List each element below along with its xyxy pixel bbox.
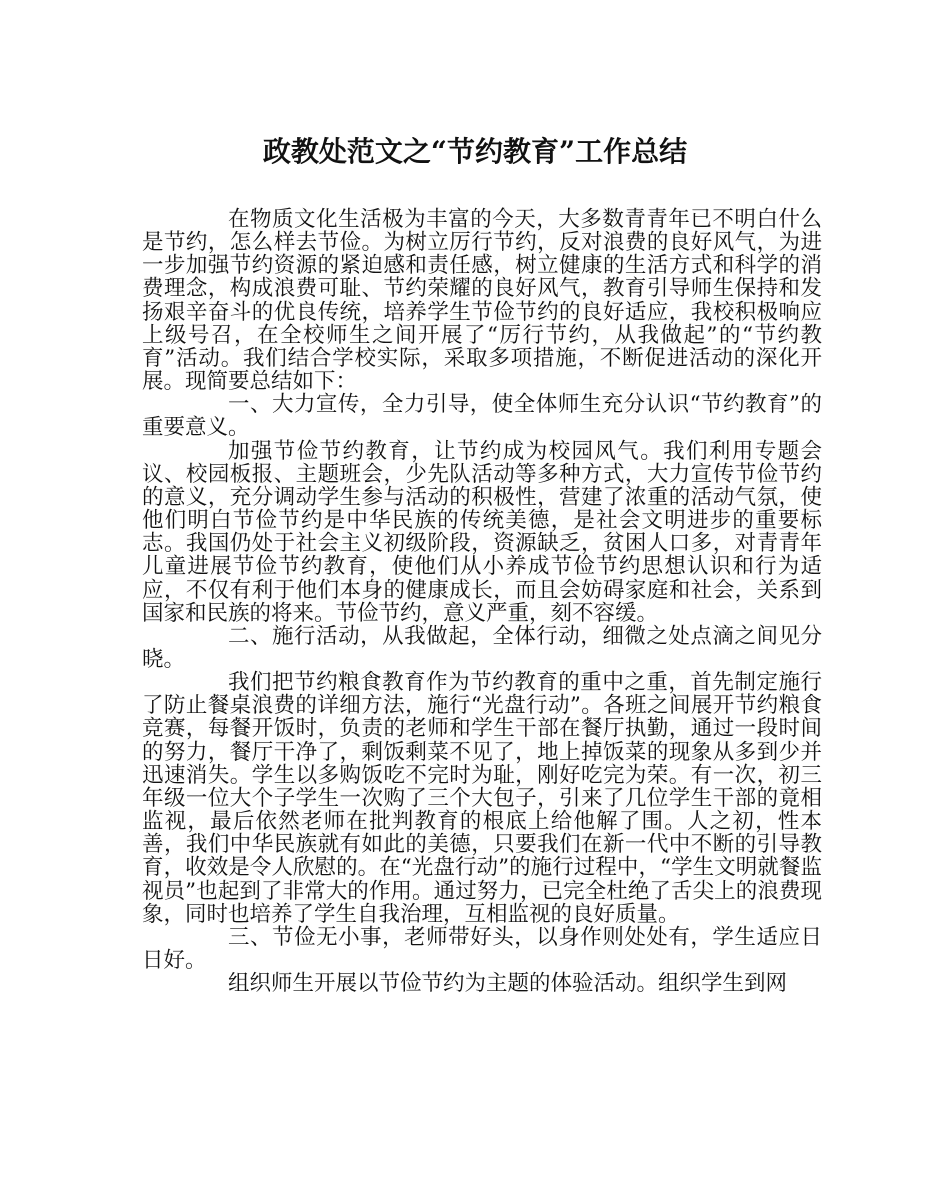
paragraph-section-1: 加强节俭节约教育，让节约成为校园风气。我们利用专题会议、校园板报、主题班会，少先队活动等多种方式，大力宣传节俭节约的意义，充分调动学生参与活动的积极性，营建了浓重的活动气氛，使他们明白节俭节约是中华民族的传统美德，是社会文明进步的重要标志。我国仍处于社会主义初级阶段，资源缺乏，贫困人口多，对青青年儿童进展节俭节约教育，使他们从小养成节俭节约思想认识和行为适应，不仅有利于他们本身的健康成长，而且会妨碍家庭和社会，关系到国家和民族的将来。节俭节约，意义严重，刻不容缓。 (142, 438, 822, 626)
document-body (142, 208, 822, 995)
section-heading-2: 二、施行活动，从我做起，全体行动，细微之处点滴之间见分晓。 (142, 623, 822, 672)
paragraph-intro: 在物质文化生活极为丰富的今天，大多数青青年已不明白什么是节约，怎么样去节俭。为树立厉行节约，反对浪费的良好风气，为进一步加强节约资源的紧迫感和责任感，树立健康的生活方式和科学的消费理念，构成浪费可耻、节约荣耀的良好风气，教育引导师生保持和发扬艰辛奋斗的优良传统，培养学生节俭节约的良好适应，我校积极响应上级号召，在全校师生之间开展了“厉行节约，从我做起”的“节约教育”活动。我们结合学校实际，采取多项措施，不断促进活动的深化开展。现简要总结如下： (142, 207, 822, 395)
paragraph-section-3: 组织师生开展以节俭节约为主题的体验活动。组织学生到网 (228, 971, 788, 997)
section-heading-3: 三、节俭无小事，老师带好头，以身作则处处有，学生适应日日好。 (142, 924, 822, 973)
paragraph-section-2: 我们把节约粮食教育作为节约教育的重中之重，首先制定施行了防止餐桌浪费的详细方法，施行“光盘行动”。各班之间展开节约粮食竞赛，每餐开饭时，负责的老师和学生干部在餐厅执勤，通过一段时间的努力，餐厅干净了，剩饭剩菜不见了，地上掉饭菜的现象从多到少并迅速消失。学生以多购饭吃不完时为耻，刚好吃完为荣。有一次，初三年级一位大个子学生一次购了三个大包子，引来了几位学生干部的竟相监视，最后依然老师在批判教育的根底上给他解了围。人之初，性本善，我们中华民族就有如此的美德，只要我们在新一代中不断的引导教育，收效是令人欣慰的。在“光盘行动”的施行过程中，“学生文明就餐监视员”也起到了非常大的作用。通过努力，已完全杜绝了舌尖上的浪费现象，同时也培养了学生自我治理，互相监视的良好质量。 (142, 670, 822, 927)
section-heading-1: 一、大力宣传，全力引导，使全体师生充分认识“节约教育”的重要意义。 (142, 392, 822, 441)
document-title: 政教处范文之“节约教育”工作总结 (262, 135, 688, 168)
